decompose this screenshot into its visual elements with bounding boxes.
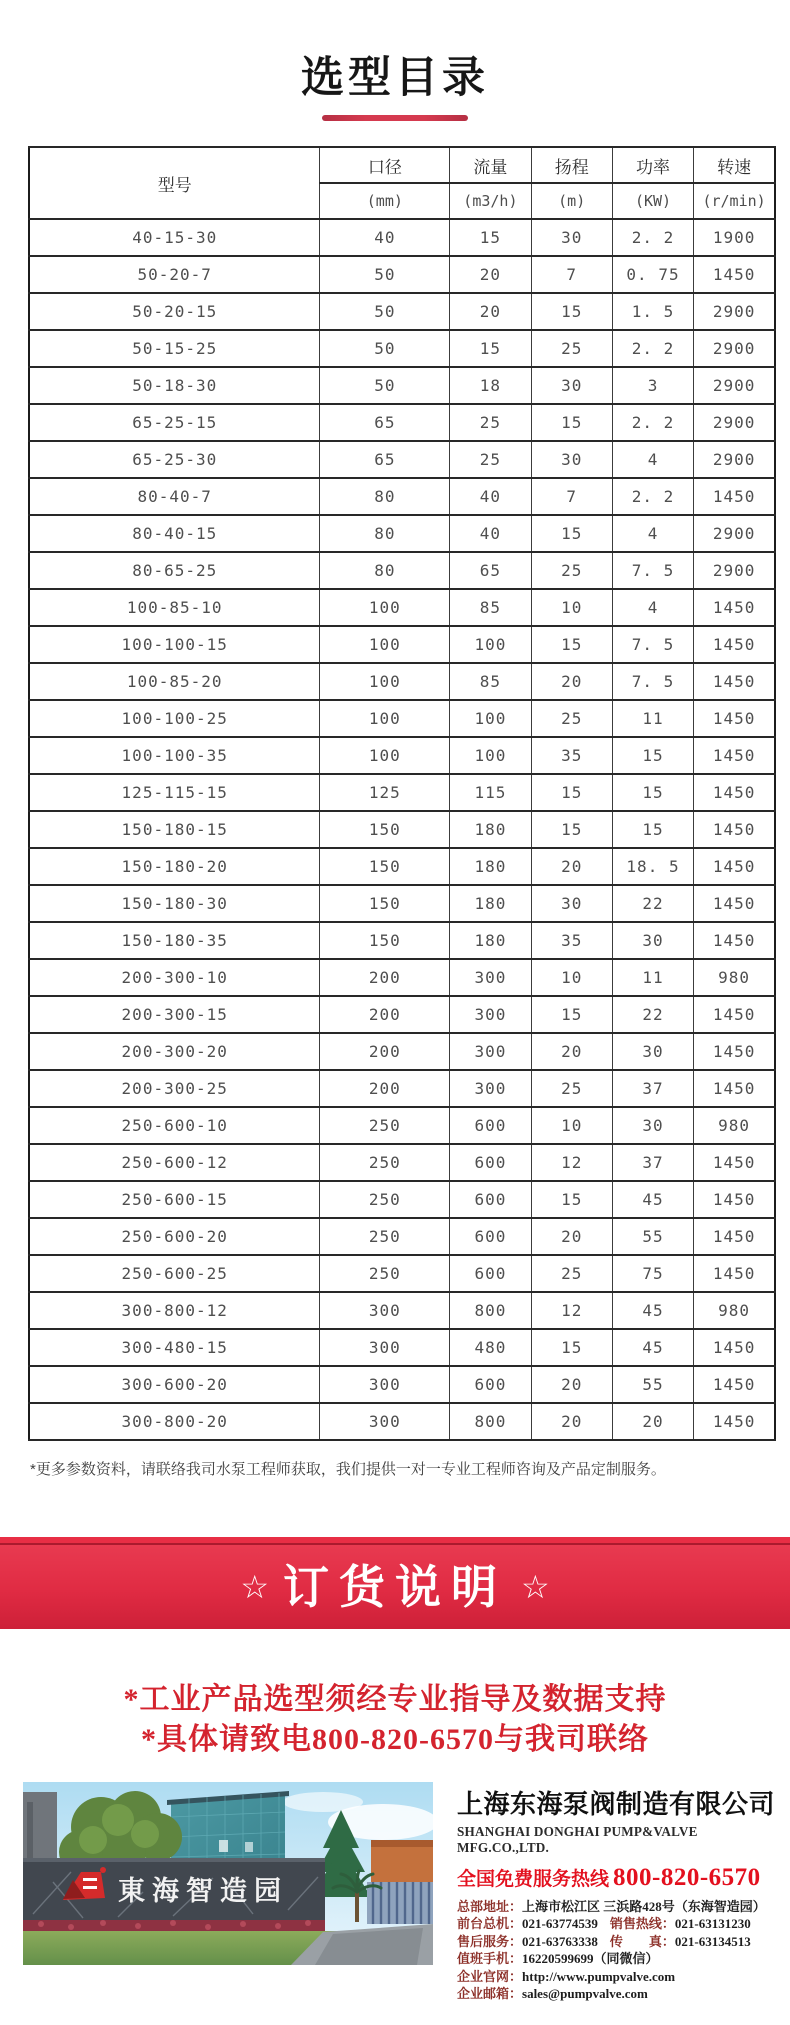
star-icon: ☆ — [240, 1569, 269, 1605]
value-cell: 1900 — [694, 219, 775, 256]
value-cell: 20 — [531, 848, 612, 885]
value-cell: 125 — [320, 774, 450, 811]
table-row — [29, 885, 775, 922]
value-cell: 250 — [320, 1107, 450, 1144]
value-cell: 150 — [320, 885, 450, 922]
table-row — [29, 1255, 775, 1292]
value-cell: 1450 — [694, 589, 775, 626]
value-cell: 15 — [531, 996, 612, 1033]
value-cell: 2900 — [694, 367, 775, 404]
value-cell: 7 — [531, 256, 612, 293]
value-cell: 12 — [531, 1292, 612, 1329]
value-cell: 25 — [450, 441, 531, 478]
contact-line — [457, 1968, 787, 1986]
model-cell: 300-600-20 — [29, 1366, 320, 1403]
header-power: 功率 — [612, 147, 693, 183]
value-cell: 980 — [694, 959, 775, 996]
contact-value: 上海市松江区 三浜路428号（东海智造园） — [522, 1898, 766, 1914]
table-row — [29, 1144, 775, 1181]
value-cell: 15 — [531, 1329, 612, 1366]
value-cell: 2900 — [694, 441, 775, 478]
model-cell: 80-40-15 — [29, 515, 320, 552]
value-cell: 2900 — [694, 293, 775, 330]
value-cell: 300 — [320, 1366, 450, 1403]
value-cell: 15 — [531, 293, 612, 330]
value-cell: 1450 — [694, 1144, 775, 1181]
contact-value: 021-63131230 — [674, 1916, 751, 1932]
value-cell: 1450 — [694, 663, 775, 700]
banner-title: 订货说明 — [283, 1561, 507, 1613]
contact-line — [457, 1985, 787, 2003]
value-cell: 15 — [612, 811, 693, 848]
value-cell: 1450 — [694, 811, 775, 848]
value-cell: 200 — [320, 959, 450, 996]
table-header — [29, 147, 775, 219]
value-cell: 100 — [320, 626, 450, 663]
value-cell: 11 — [612, 959, 693, 996]
value-cell: 1450 — [694, 885, 775, 922]
value-cell: 150 — [320, 922, 450, 959]
value-cell: 15 — [531, 404, 612, 441]
model-cell: 50-18-30 — [29, 367, 320, 404]
hotline-label: 全国免费服务热线 — [457, 1868, 610, 1890]
value-cell: 65 — [320, 441, 450, 478]
value-cell: 11 — [612, 700, 693, 737]
contact-label: 总部地址： — [457, 1898, 523, 1914]
value-cell: 45 — [612, 1329, 693, 1366]
value-cell: 25 — [531, 700, 612, 737]
value-cell: 250 — [320, 1218, 450, 1255]
model-cell: 80-65-25 — [29, 552, 320, 589]
value-cell: 1450 — [694, 922, 775, 959]
value-cell: 37 — [612, 1144, 693, 1181]
factory-photo — [23, 1782, 433, 1965]
value-cell: 20 — [531, 1366, 612, 1403]
value-cell: 7 — [531, 478, 612, 515]
model-cell: 250-600-20 — [29, 1218, 320, 1255]
model-cell: 50-20-7 — [29, 256, 320, 293]
value-cell: 3 — [612, 367, 693, 404]
selection-catalog-table — [28, 146, 776, 1441]
table-row — [29, 1107, 775, 1144]
value-cell: 1450 — [694, 737, 775, 774]
value-cell: 2900 — [694, 552, 775, 589]
value-cell: 20 — [450, 293, 531, 330]
contact-label: 值班手机： — [457, 1951, 523, 1967]
unit-flow: (m3/h) — [450, 183, 531, 219]
value-cell: 600 — [450, 1255, 531, 1292]
value-cell: 1450 — [694, 700, 775, 737]
value-cell: 30 — [612, 1107, 693, 1144]
value-cell: 300 — [320, 1292, 450, 1329]
value-cell: 25 — [531, 330, 612, 367]
value-cell: 250 — [320, 1144, 450, 1181]
model-cell: 50-15-25 — [29, 330, 320, 367]
value-cell: 37 — [612, 1070, 693, 1107]
model-cell: 40-15-30 — [29, 219, 320, 256]
value-cell: 20 — [531, 1403, 612, 1440]
model-cell: 150-180-30 — [29, 885, 320, 922]
value-cell: 15 — [531, 1181, 612, 1218]
model-cell: 250-600-12 — [29, 1144, 320, 1181]
value-cell: 980 — [694, 1107, 775, 1144]
table-row — [29, 1033, 775, 1070]
value-cell: 1450 — [694, 848, 775, 885]
value-cell: 1450 — [694, 1403, 775, 1440]
value-cell: 22 — [612, 885, 693, 922]
value-cell: 50 — [320, 293, 450, 330]
value-cell: 2. 2 — [612, 478, 693, 515]
model-cell: 250-600-15 — [29, 1181, 320, 1218]
model-cell: 200-300-15 — [29, 996, 320, 1033]
value-cell: 180 — [450, 811, 531, 848]
model-cell: 200-300-10 — [29, 959, 320, 996]
value-cell: 22 — [612, 996, 693, 1033]
model-cell: 125-115-15 — [29, 774, 320, 811]
contact-value: 021-63774539 — [522, 1916, 598, 1932]
unit-speed: (r/min) — [694, 183, 775, 219]
table-row — [29, 737, 775, 774]
contact-line — [457, 1898, 787, 1916]
value-cell: 200 — [320, 1070, 450, 1107]
unit-head: (m) — [531, 183, 612, 219]
model-cell: 50-20-15 — [29, 293, 320, 330]
value-cell: 45 — [612, 1292, 693, 1329]
value-cell: 15 — [531, 774, 612, 811]
value-cell: 1450 — [694, 1070, 775, 1107]
value-cell: 1450 — [694, 1366, 775, 1403]
value-cell: 4 — [612, 589, 693, 626]
value-cell: 100 — [450, 737, 531, 774]
value-cell: 1450 — [694, 1033, 775, 1070]
value-cell: 25 — [531, 1255, 612, 1292]
value-cell: 7. 5 — [612, 626, 693, 663]
value-cell: 200 — [320, 1033, 450, 1070]
value-cell: 800 — [450, 1292, 531, 1329]
unit-power: (KW) — [612, 183, 693, 219]
value-cell: 30 — [531, 367, 612, 404]
national-hotline — [457, 1864, 787, 1892]
model-cell: 300-800-12 — [29, 1292, 320, 1329]
value-cell: 50 — [320, 330, 450, 367]
contact-value: 021-63763338 — [522, 1933, 598, 1949]
value-cell: 1450 — [694, 996, 775, 1033]
value-cell: 1450 — [694, 478, 775, 515]
value-cell: 2900 — [694, 330, 775, 367]
model-cell: 150-180-20 — [29, 848, 320, 885]
model-cell: 200-300-25 — [29, 1070, 320, 1107]
value-cell: 4 — [612, 441, 693, 478]
value-cell: 25 — [531, 1070, 612, 1107]
value-cell: 12 — [531, 1144, 612, 1181]
value-cell: 18 — [450, 367, 531, 404]
value-cell: 80 — [320, 515, 450, 552]
contact-label: 销售热线： — [609, 1916, 675, 1932]
table-body — [29, 219, 775, 1440]
table-row — [29, 1403, 775, 1440]
table-row — [29, 848, 775, 885]
model-cell: 65-25-15 — [29, 404, 320, 441]
table-row — [29, 1218, 775, 1255]
model-cell: 150-180-15 — [29, 811, 320, 848]
value-cell: 1. 5 — [612, 293, 693, 330]
value-cell: 7. 5 — [612, 663, 693, 700]
contact-label: 企业官网： — [457, 1968, 523, 1984]
value-cell: 20 — [531, 663, 612, 700]
photo-sign-text: 東海智造园 — [118, 1876, 288, 1906]
value-cell: 115 — [450, 774, 531, 811]
value-cell: 300 — [450, 996, 531, 1033]
contact-value: 021-63134513 — [674, 1933, 751, 1949]
value-cell: 2900 — [694, 515, 775, 552]
value-cell: 250 — [320, 1181, 450, 1218]
table-row — [29, 1292, 775, 1329]
contact-label: 传 真： — [609, 1933, 675, 1949]
value-cell: 800 — [450, 1403, 531, 1440]
table-row — [29, 552, 775, 589]
contact-label: 前台总机： — [457, 1916, 523, 1932]
value-cell: 30 — [612, 1033, 693, 1070]
company-name-en: SHANGHAI DONGHAI PUMP&VALVE MFG.CO.,LTD. — [457, 1823, 698, 1855]
table-row — [29, 367, 775, 404]
table-row — [29, 441, 775, 478]
table-row — [29, 700, 775, 737]
company-name: 上海东海泵阀制造有限公司 — [457, 1789, 776, 1819]
table-row — [29, 478, 775, 515]
model-cell: 100-85-20 — [29, 663, 320, 700]
value-cell: 600 — [450, 1107, 531, 1144]
value-cell: 2. 2 — [612, 404, 693, 441]
value-cell: 600 — [450, 1144, 531, 1181]
table-row — [29, 996, 775, 1033]
model-cell: 250-600-25 — [29, 1255, 320, 1292]
value-cell: 150 — [320, 848, 450, 885]
value-cell: 40 — [320, 219, 450, 256]
value-cell: 15 — [450, 219, 531, 256]
value-cell: 2. 2 — [612, 219, 693, 256]
value-cell: 980 — [694, 1292, 775, 1329]
contact-line — [457, 1950, 787, 1968]
value-cell: 40 — [450, 478, 531, 515]
value-cell: 18. 5 — [612, 848, 693, 885]
model-cell: 65-25-30 — [29, 441, 320, 478]
value-cell: 180 — [450, 922, 531, 959]
value-cell: 30 — [531, 885, 612, 922]
hotline-number: 800-820-6570 — [613, 1863, 761, 1891]
header-speed: 转速 — [694, 147, 775, 183]
value-cell: 7. 5 — [612, 552, 693, 589]
value-cell: 300 — [450, 1033, 531, 1070]
value-cell: 200 — [320, 996, 450, 1033]
value-cell: 30 — [531, 219, 612, 256]
value-cell: 100 — [450, 700, 531, 737]
table-row — [29, 330, 775, 367]
table-row — [29, 626, 775, 663]
value-cell: 85 — [450, 589, 531, 626]
order-instructions-banner — [0, 1545, 790, 1629]
value-cell: 20 — [450, 256, 531, 293]
value-cell: 35 — [531, 922, 612, 959]
header-diameter: 口径 — [320, 147, 450, 183]
table-row — [29, 293, 775, 330]
table-row — [29, 256, 775, 293]
value-cell: 20 — [531, 1218, 612, 1255]
value-cell: 45 — [612, 1181, 693, 1218]
star-icon: ☆ — [521, 1569, 550, 1605]
value-cell: 30 — [531, 441, 612, 478]
value-cell: 25 — [450, 404, 531, 441]
value-cell: 15 — [612, 737, 693, 774]
model-cell: 300-800-20 — [29, 1403, 320, 1440]
model-cell: 100-85-10 — [29, 589, 320, 626]
value-cell: 20 — [612, 1403, 693, 1440]
value-cell: 65 — [450, 552, 531, 589]
model-cell: 100-100-15 — [29, 626, 320, 663]
value-cell: 0. 75 — [612, 256, 693, 293]
table-row — [29, 219, 775, 256]
value-cell: 50 — [320, 256, 450, 293]
table-row — [29, 1329, 775, 1366]
slogan-line-1: *工业产品选型须经专业指导及数据支持 — [123, 1683, 667, 1716]
value-cell: 80 — [320, 552, 450, 589]
value-cell: 180 — [450, 885, 531, 922]
table-row — [29, 959, 775, 996]
company-info-block — [457, 1790, 787, 2003]
value-cell: 180 — [450, 848, 531, 885]
value-cell: 25 — [531, 552, 612, 589]
value-cell: 50 — [320, 367, 450, 404]
header-flow: 流量 — [450, 147, 531, 183]
contact-value: http://www.pumpvalve.com — [522, 1968, 676, 1984]
table-row — [29, 663, 775, 700]
value-cell: 40 — [450, 515, 531, 552]
table-row — [29, 811, 775, 848]
model-cell: 80-40-7 — [29, 478, 320, 515]
contact-label: 企业邮箱： — [457, 1986, 523, 2002]
value-cell: 80 — [320, 478, 450, 515]
value-cell: 10 — [531, 1107, 612, 1144]
value-cell: 100 — [320, 663, 450, 700]
contact-line — [457, 1933, 787, 1951]
table-row — [29, 922, 775, 959]
value-cell: 1450 — [694, 1181, 775, 1218]
value-cell: 300 — [320, 1329, 450, 1366]
value-cell: 15 — [612, 774, 693, 811]
value-cell: 2900 — [694, 404, 775, 441]
value-cell: 100 — [320, 737, 450, 774]
value-cell: 300 — [450, 1070, 531, 1107]
value-cell: 15 — [531, 515, 612, 552]
table-row — [29, 515, 775, 552]
value-cell: 15 — [531, 626, 612, 663]
value-cell: 1450 — [694, 1218, 775, 1255]
contact-label: 售后服务： — [457, 1933, 523, 1949]
page-title: 选型目录 — [301, 54, 489, 102]
value-cell: 85 — [450, 663, 531, 700]
value-cell: 10 — [531, 589, 612, 626]
value-cell: 55 — [612, 1218, 693, 1255]
table-row — [29, 1366, 775, 1403]
value-cell: 15 — [531, 811, 612, 848]
value-cell: 10 — [531, 959, 612, 996]
value-cell: 100 — [450, 626, 531, 663]
table-row — [29, 589, 775, 626]
value-cell: 480 — [450, 1329, 531, 1366]
model-cell: 300-480-15 — [29, 1329, 320, 1366]
value-cell: 1450 — [694, 1255, 775, 1292]
value-cell: 100 — [320, 589, 450, 626]
value-cell: 250 — [320, 1255, 450, 1292]
value-cell: 4 — [612, 515, 693, 552]
value-cell: 600 — [450, 1218, 531, 1255]
model-cell: 150-180-35 — [29, 922, 320, 959]
value-cell: 2. 2 — [612, 330, 693, 367]
footnote-text: *更多参数资料，请联络我司水泵工程师获取，我们提供一对一专业工程师咨询及产品定制服务。 — [30, 1461, 666, 1478]
table-row — [29, 1070, 775, 1107]
contact-lines — [457, 1898, 787, 2003]
title-underline-bar — [322, 115, 468, 121]
value-cell: 600 — [450, 1366, 531, 1403]
model-cell: 200-300-20 — [29, 1033, 320, 1070]
value-cell: 600 — [450, 1181, 531, 1218]
value-cell: 1450 — [694, 256, 775, 293]
value-cell: 1450 — [694, 774, 775, 811]
model-cell: 100-100-35 — [29, 737, 320, 774]
table-row — [29, 1181, 775, 1218]
contact-line — [457, 1915, 787, 1933]
value-cell: 150 — [320, 811, 450, 848]
value-cell: 20 — [531, 1033, 612, 1070]
value-cell: 300 — [450, 959, 531, 996]
value-cell: 300 — [320, 1403, 450, 1440]
header-model: 型号 — [29, 147, 320, 219]
model-cell: 100-100-25 — [29, 700, 320, 737]
value-cell: 65 — [320, 404, 450, 441]
contact-value: 16220599699（同微信） — [522, 1951, 659, 1967]
value-cell: 75 — [612, 1255, 693, 1292]
table-row — [29, 404, 775, 441]
unit-diameter: (mm) — [320, 183, 450, 219]
slogan-line-2: *具体请致电800-820-6570与我司联络 — [141, 1723, 649, 1756]
value-cell: 1450 — [694, 626, 775, 663]
contact-value: sales@pumpvalve.com — [522, 1986, 648, 2002]
value-cell: 100 — [320, 700, 450, 737]
value-cell: 15 — [450, 330, 531, 367]
header-head: 扬程 — [531, 147, 612, 183]
value-cell: 30 — [612, 922, 693, 959]
table-row — [29, 774, 775, 811]
model-cell: 250-600-10 — [29, 1107, 320, 1144]
value-cell: 35 — [531, 737, 612, 774]
value-cell: 55 — [612, 1366, 693, 1403]
value-cell: 1450 — [694, 1329, 775, 1366]
